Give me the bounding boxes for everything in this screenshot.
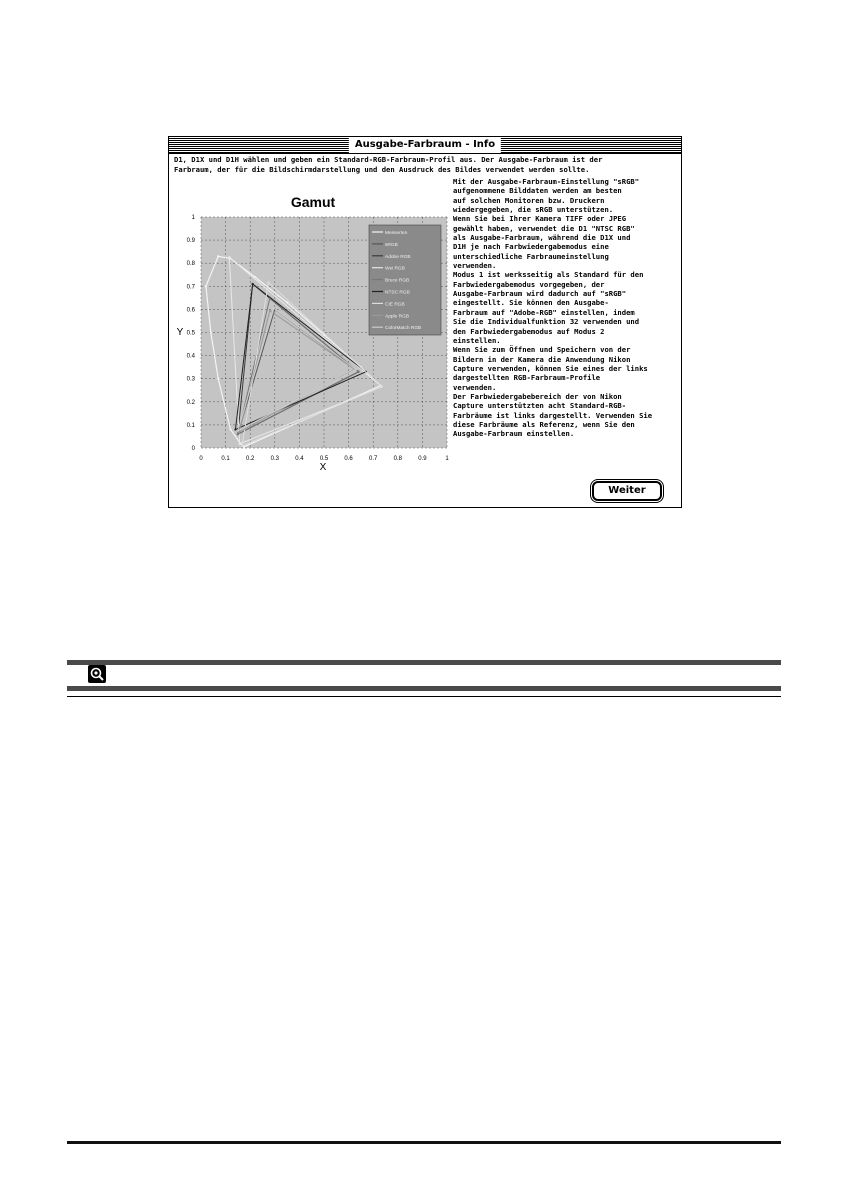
legend-label: NTSC RGB xyxy=(385,290,410,296)
tip-rule-bottom xyxy=(67,696,781,697)
x-tick-label: 0.9 xyxy=(418,456,427,462)
y-tick-label: 0.8 xyxy=(186,261,195,268)
data-point xyxy=(243,446,245,448)
y-tick-label: 0.2 xyxy=(186,399,195,406)
info-dialog xyxy=(168,136,682,508)
legend xyxy=(369,225,441,335)
x-tick-label: 0.2 xyxy=(246,456,255,462)
x-tick-label: 0.1 xyxy=(221,456,230,462)
y-tick-label: 0.3 xyxy=(186,376,195,383)
x-tick-label: 0.3 xyxy=(270,456,279,462)
legend-label: sRGB xyxy=(385,242,398,248)
data-point xyxy=(217,378,219,380)
data-point xyxy=(252,283,254,285)
data-point xyxy=(267,281,269,283)
intro-text: D1, D1X und D1H wählen und geben ein Standard-RGB-Farbraum-Profil aus. Der Ausgabe-Farbraum ist der Farbraum, der für die Bildschirmdarstellung und den Ausdruck des Bildes verwendet werden sollte. xyxy=(174,155,603,174)
legend-label: Adobe RGB xyxy=(385,254,411,260)
data-point xyxy=(234,428,236,430)
x-tick-label: 0.6 xyxy=(344,456,353,462)
y-tick-label: 1 xyxy=(191,215,195,221)
tip-icon xyxy=(88,665,106,683)
data-point xyxy=(272,307,274,309)
y-tick-label: 0.6 xyxy=(186,307,195,314)
tip-rule-middle xyxy=(67,686,781,691)
description-text: Mit der Ausgabe-Farbraum-Einstellung "sRGB" aufgenommene Bilddaten werden am besten auf solchen Monitoren bzw. Druckern wiedergegeben, die sRGB unterstützen. Wenn Sie bei Ihrer Kamera TIFF oder JPEG gewählt haben, verwendet die D1 "NTSC RGB" als Ausgabe-Farbraum, während die D1X und D1H je nach Farbwiedergabemodus eine unterschiedliche Farbraumeinstellung verwenden. Modus 1 ist werksseitig als Standard für den Farbwiedergabemodus vorgegeben, der Ausgabe-Farbraum wird dadurch auf "sRGB" eingestellt. Sie können den Ausgabe- Farbraum auf "Adobe-RGB" einstellen, indem Sie die Individualfunktion 32 verwenden und den Farbwiedergabemodus auf Modus 2 einstellen. Wenn Sie zum Öffnen und Speichern von der Bildern in der Kamera die Anwendung Nikon Capture verwenden, können Sie eines der links dargestellten RGB-Farbraum-Profile verwenden. Der Farbwiedergabebereich der von Nikon Capture unterstützten acht Standard-RGB- Farbräume ist links dargestellt. Verwenden Sie diese Farbräume als Referenz, wenn Sie den Ausgabe-Farbraum einstellen. xyxy=(453,177,653,439)
data-point xyxy=(210,331,212,333)
x-tick-label: 0.8 xyxy=(393,456,402,462)
y-tick-label: 0.7 xyxy=(186,284,195,291)
data-point xyxy=(237,430,239,432)
tip-rule-top xyxy=(67,660,781,665)
legend-label: Messerten xyxy=(385,231,408,236)
data-point xyxy=(239,443,241,445)
gamut-chart xyxy=(171,187,449,479)
y-tick-label: 0.4 xyxy=(186,353,195,360)
data-point xyxy=(217,255,219,257)
data-point xyxy=(381,386,383,388)
data-point xyxy=(355,368,357,370)
data-point xyxy=(269,309,271,311)
y-tick-label: 0 xyxy=(191,446,195,452)
x-tick-label: 0.7 xyxy=(369,456,378,462)
y-tick-label: 0.1 xyxy=(186,422,195,429)
y-tick-label: 0.9 xyxy=(186,238,195,245)
legend-label: CIE RGB xyxy=(385,302,405,308)
x-tick-label: 0 xyxy=(199,456,203,462)
x-tick-label: 0.4 xyxy=(295,456,304,462)
legend-label: Wei RGB xyxy=(385,266,405,272)
page-footer-rule xyxy=(67,1141,781,1144)
data-point xyxy=(357,371,359,373)
legend-label: ColorMatch RGB xyxy=(385,326,422,332)
dialog-title: Ausgabe-Farbraum - Info xyxy=(349,137,501,153)
legend-label: Bruce RGB xyxy=(385,278,410,284)
data-point xyxy=(228,256,230,258)
data-point xyxy=(254,276,256,278)
continue-button[interactable]: Weiter xyxy=(592,481,662,501)
y-tick-label: 0.5 xyxy=(186,330,195,337)
data-point xyxy=(241,445,243,447)
data-point xyxy=(205,285,207,287)
legend-label: Apple RGB xyxy=(385,314,409,320)
data-point xyxy=(237,433,239,435)
x-tick-label: 0.5 xyxy=(319,456,329,462)
x-tick-label: 1 xyxy=(445,456,449,462)
y-axis-label: Y xyxy=(176,327,184,338)
chart-title: Gamut xyxy=(290,194,336,210)
title-bar[interactable] xyxy=(169,137,681,154)
data-point xyxy=(286,301,288,303)
x-axis-label: X xyxy=(319,462,327,473)
data-point xyxy=(229,428,231,430)
